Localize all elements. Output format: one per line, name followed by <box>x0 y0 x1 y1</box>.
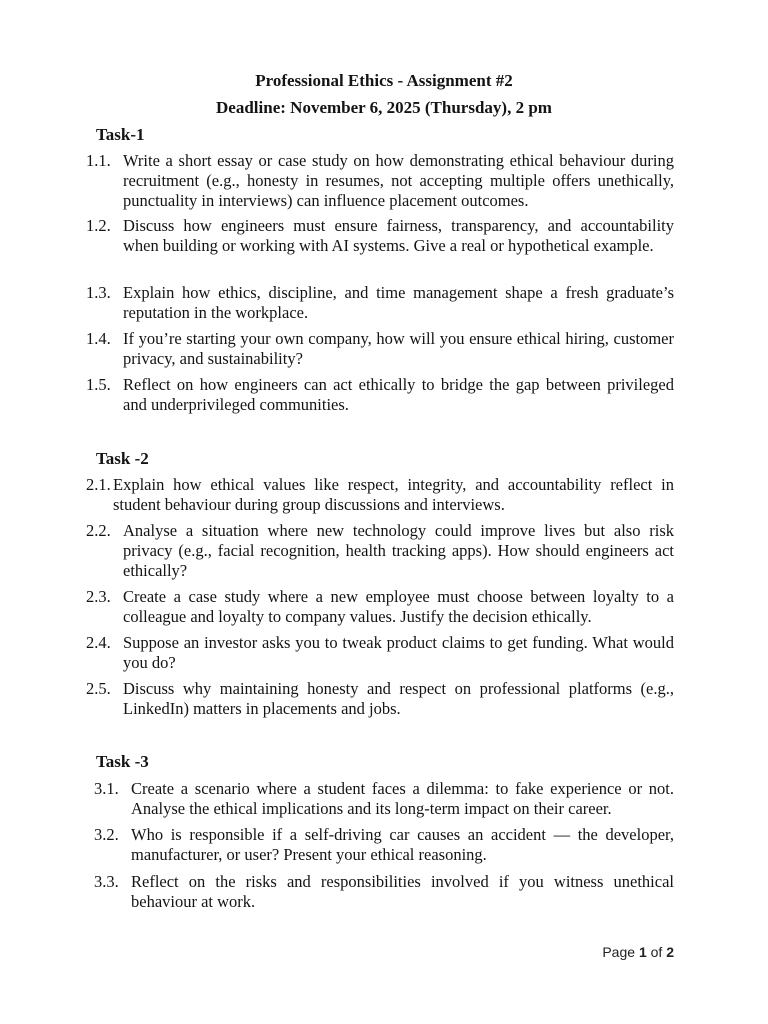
item-number: 1.2. <box>86 216 111 235</box>
item-number: 1.1. <box>86 151 111 170</box>
item-text: Explain how ethics, discipline, and time management shape a fresh graduate’s reputation in the workplace. <box>123 283 674 322</box>
list-item <box>86 679 674 719</box>
current-page: 1 <box>638 944 647 960</box>
item-text: Analyse a situation where new technology could improve lives but also risk privacy (e.g., facial recognition, health tracking apps). How should engineers act ethically? <box>123 521 674 580</box>
item-text: Create a case study where a new employee must choose between loyalty to a colleague and loyalty to company values. Justify the decision ethically. <box>123 587 674 626</box>
item-text: Suppose an investor asks you to tweak product claims to get funding. What would you do? <box>123 633 674 672</box>
list-item <box>86 283 674 323</box>
item-number: 3.1. <box>94 779 119 798</box>
item-number: 1.4. <box>86 329 111 348</box>
list-item <box>86 375 674 415</box>
list-item <box>86 329 674 369</box>
list-item <box>86 633 674 673</box>
deadline-line: Deadline: November 6, 2025 (Thursday), 2 pm <box>216 98 552 117</box>
item-text: Discuss why maintaining honesty and respect on professional platforms (e.g., LinkedIn) matters in placements and jobs. <box>123 679 674 718</box>
item-number: 3.3. <box>94 872 119 891</box>
page-indicator <box>602 943 674 961</box>
page-label: Page <box>602 944 636 960</box>
total-pages: 2 <box>666 944 674 960</box>
of-label: of <box>650 944 663 960</box>
item-number: 1.5. <box>86 375 111 394</box>
list-item <box>86 151 674 211</box>
list-item <box>94 779 674 819</box>
item-number: 1.3. <box>86 283 111 302</box>
task-1-heading: Task-1 <box>96 125 145 144</box>
item-text: Discuss how engineers must ensure fairness, transparency, and accountability when building or working with AI systems. Give a real or hypothetical example. <box>123 216 674 255</box>
item-text: Reflect on the risks and responsibilities involved if you witness unethical behaviour at work. <box>131 872 674 911</box>
list-item <box>86 216 674 276</box>
item-number: 2.4. <box>86 633 111 652</box>
task-2-heading: Task -2 <box>96 449 149 468</box>
list-item <box>86 521 674 581</box>
item-number: 2.5. <box>86 679 111 698</box>
document-title: Professional Ethics - Assignment #2 <box>255 71 513 90</box>
item-text: Explain how ethical values like respect, integrity, and accountability reflect in student behaviour during group discussions and interviews. <box>113 475 674 514</box>
item-number: 2.1. <box>86 475 111 494</box>
item-text: Reflect on how engineers can act ethically to bridge the gap between privileged and underprivileged communities. <box>123 375 674 414</box>
item-text: Who is responsible if a self-driving car causes an accident — the developer, manufacturer, or user? Present your ethical reasoning. <box>131 825 674 864</box>
list-item <box>94 872 674 912</box>
item-number: 3.2. <box>94 825 119 844</box>
list-item <box>86 475 674 515</box>
item-number: 2.2. <box>86 521 111 540</box>
item-text: Write a short essay or case study on how demonstrating ethical behaviour during recruitment (e.g., honesty in resumes, not accepting multiple offers unethically, punctuality in interviews) can influence placement outcomes. <box>123 151 674 210</box>
item-text: Create a scenario where a student faces a dilemma: to fake experience or not. Analyse the ethical implications and its long-term impact on their career. <box>131 779 674 818</box>
item-text: If you’re starting your own company, how will you ensure ethical hiring, customer privacy, and sustainability? <box>123 329 674 368</box>
list-item <box>86 587 674 627</box>
list-item <box>94 825 674 865</box>
task-3-heading: Task -3 <box>96 752 149 771</box>
item-number: 2.3. <box>86 587 111 606</box>
